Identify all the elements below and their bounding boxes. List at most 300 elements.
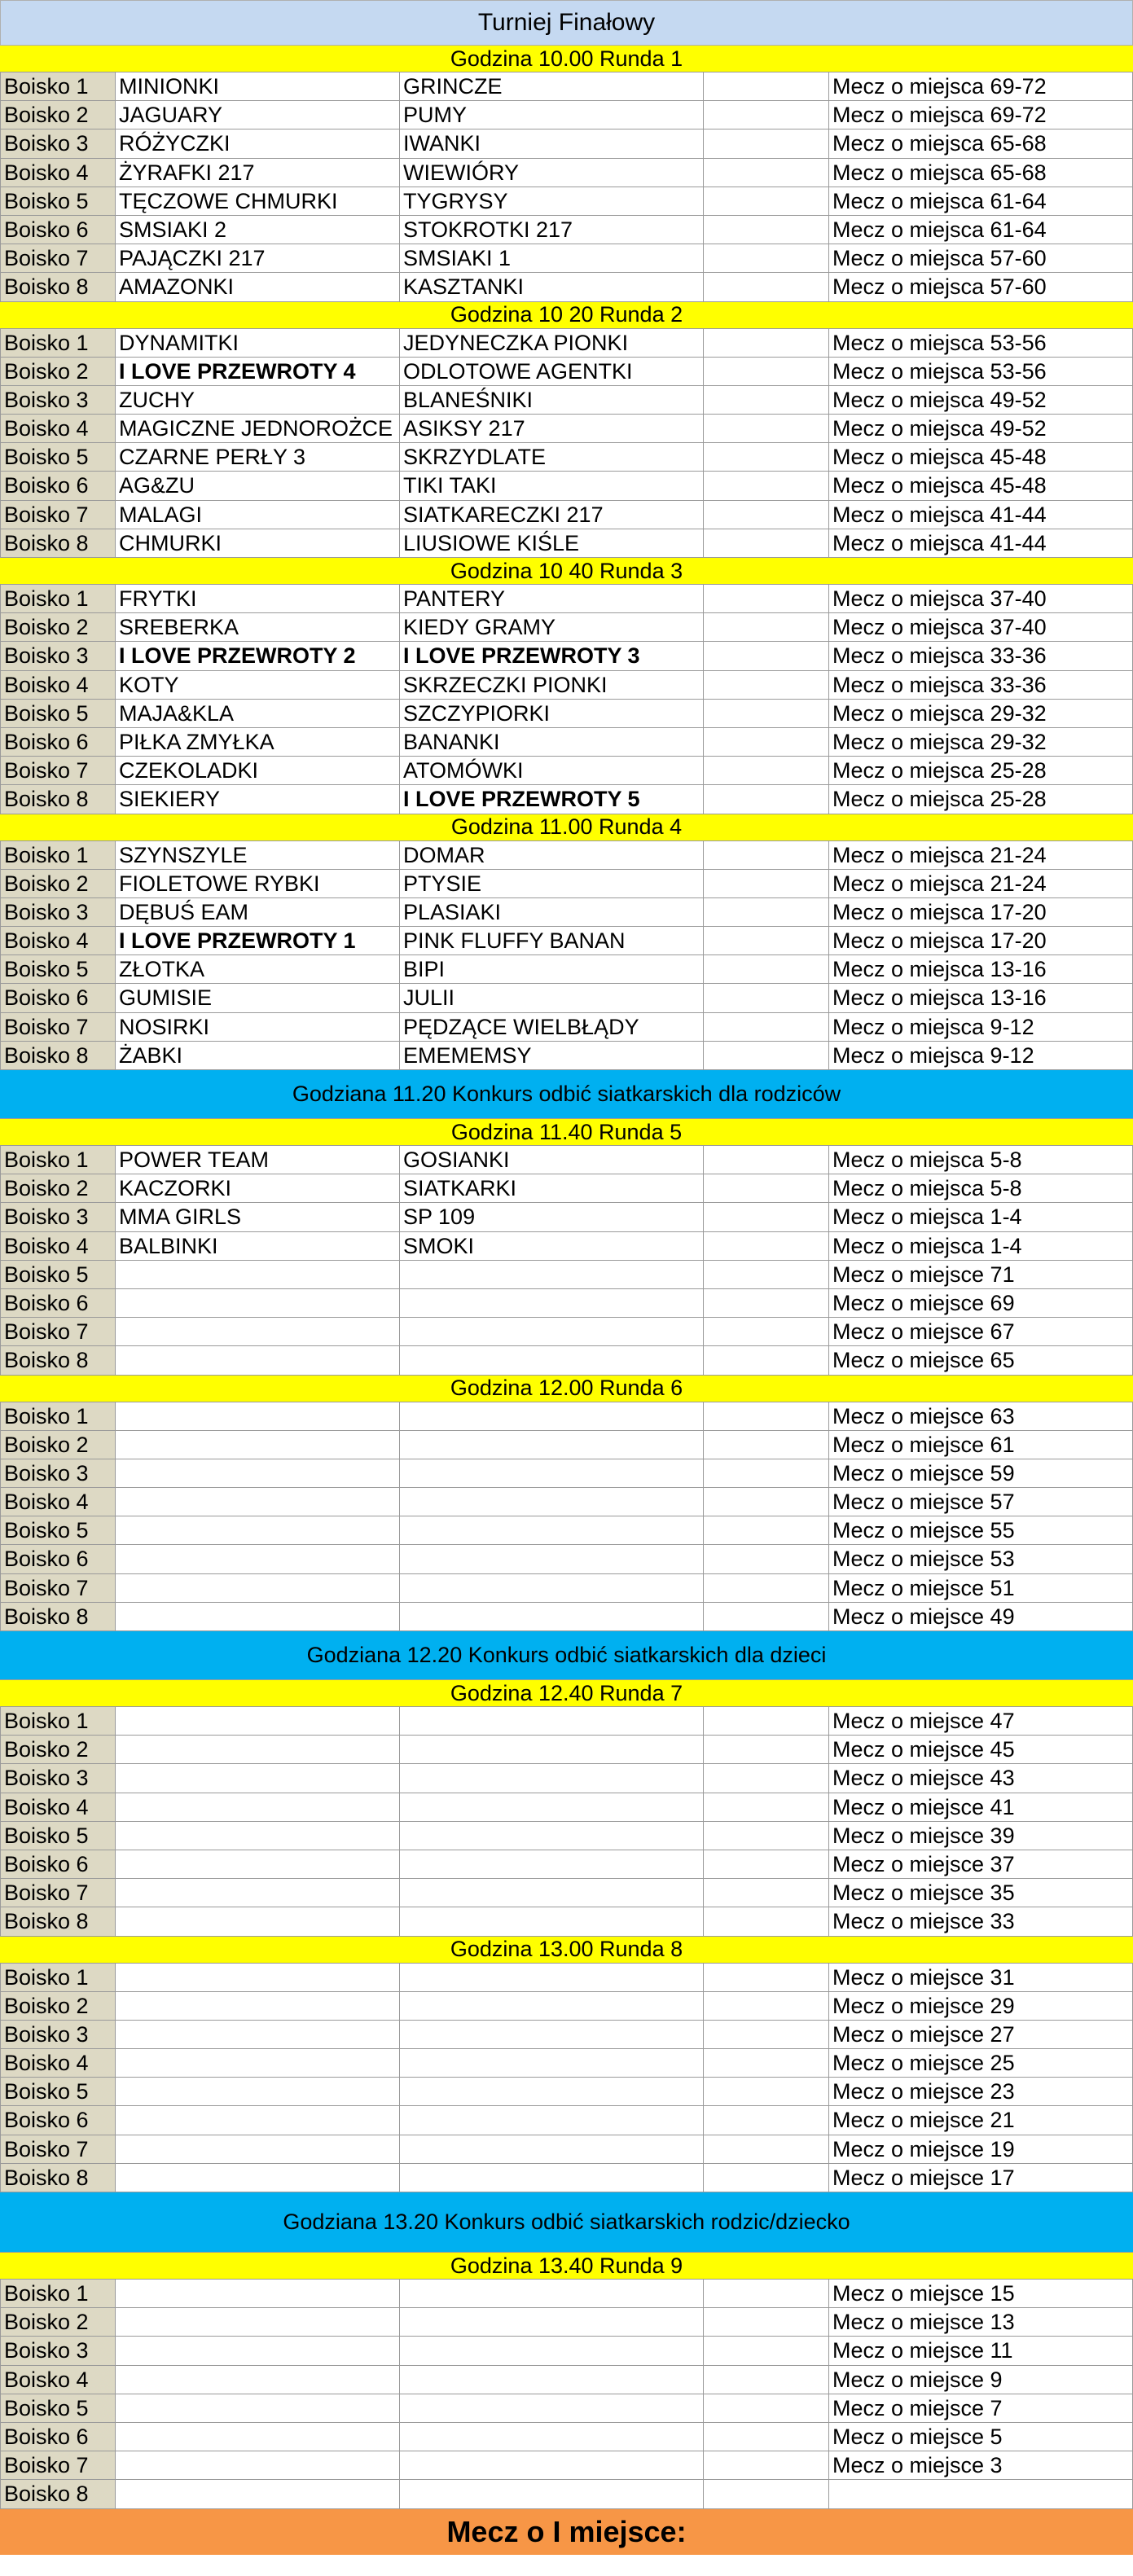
match-description-cell: Mecz o miejsca 41-44 [829, 529, 1133, 557]
match-description-cell: Mecz o miejsca 25-28 [829, 757, 1133, 784]
team2-cell [400, 1793, 704, 1821]
match-row [0, 1013, 1133, 1042]
match-row [0, 2337, 1133, 2365]
team1-cell [116, 1850, 400, 1878]
team1-cell [116, 2480, 400, 2508]
score-cell [704, 1516, 829, 1544]
match-description-cell: Mecz o miejsca 5-8 [829, 1174, 1133, 1202]
court-cell: Boisko 5 [0, 1261, 116, 1288]
score-cell [704, 2423, 829, 2451]
match-description-cell: Mecz o miejsce 37 [829, 1850, 1133, 1878]
match-row [0, 1736, 1133, 1764]
team1-cell [116, 1603, 400, 1630]
match-description-cell: Mecz o miejsca 13-16 [829, 984, 1133, 1012]
team1-cell: DYNAMITKI [116, 329, 400, 357]
match-description-cell: Mecz o miejsce 45 [829, 1736, 1133, 1763]
team1-cell: SIEKIERY [116, 785, 400, 813]
match-description-cell: Mecz o miejsce 67 [829, 1318, 1133, 1345]
court-cell: Boisko 1 [0, 2280, 116, 2307]
score-cell [704, 1545, 829, 1573]
team2-cell [400, 1346, 704, 1374]
match-row [0, 244, 1133, 273]
match-row [0, 129, 1133, 158]
team1-cell: CZARNE PERŁY 3 [116, 443, 400, 471]
match-description-cell: Mecz o miejsce 35 [829, 1879, 1133, 1907]
team2-cell [400, 2164, 704, 2192]
match-description-cell: Mecz o miejsca 1-4 [829, 1203, 1133, 1231]
match-row [0, 1261, 1133, 1289]
team2-cell [400, 2049, 704, 2077]
score-cell [704, 1764, 829, 1792]
team1-cell: MINIONKI [116, 72, 400, 100]
match-row [0, 785, 1133, 814]
match-row [0, 501, 1133, 529]
match-description-cell: Mecz o miejsca 57-60 [829, 244, 1133, 272]
match-description-cell: Mecz o miejsca 53-56 [829, 329, 1133, 357]
team1-cell: SZYNSZYLE [116, 841, 400, 869]
team1-cell [116, 1516, 400, 1544]
team2-cell: JEDYNECZKA PIONKI [400, 329, 704, 357]
team1-cell [116, 1289, 400, 1317]
match-description-cell: Mecz o miejsce 9 [829, 2366, 1133, 2394]
court-cell: Boisko 6 [0, 984, 116, 1012]
score-cell [704, 2078, 829, 2105]
team2-cell: KASZTANKI [400, 273, 704, 301]
score-cell [704, 443, 829, 471]
match-description-cell: Mecz o miejsce 5 [829, 2423, 1133, 2451]
match-description-cell: Mecz o miejsce 31 [829, 1964, 1133, 1991]
team1-cell [116, 1261, 400, 1288]
score-cell [704, 2308, 829, 2336]
match-row [0, 2021, 1133, 2049]
court-cell: Boisko 5 [0, 955, 116, 983]
court-cell: Boisko 6 [0, 472, 116, 499]
court-cell: Boisko 4 [0, 671, 116, 699]
match-description-cell: Mecz o miejsce 27 [829, 2021, 1133, 2048]
team1-cell [116, 1964, 400, 1991]
team1-cell [116, 1707, 400, 1735]
team1-cell: ZUCHY [116, 386, 400, 414]
score-cell [704, 955, 829, 983]
score-cell [704, 1042, 829, 1069]
match-description-cell: Mecz o miejsca 45-48 [829, 443, 1133, 471]
score-cell [704, 2049, 829, 2077]
score-cell [704, 757, 829, 784]
court-cell: Boisko 1 [0, 1146, 116, 1174]
team2-cell: GOSIANKI [400, 1146, 704, 1174]
score-cell [704, 472, 829, 499]
match-row [0, 1402, 1133, 1431]
match-row [0, 72, 1133, 101]
match-row [0, 2135, 1133, 2164]
court-cell: Boisko 5 [0, 700, 116, 727]
team2-cell [400, 2135, 704, 2163]
match-row [0, 529, 1133, 558]
score-cell [704, 1488, 829, 1516]
team1-cell: JAGUARY [116, 101, 400, 129]
team2-cell: ASIKSY 217 [400, 415, 704, 442]
match-description-cell: Mecz o miejsce 17 [829, 2164, 1133, 2192]
match-description-cell: Mecz o miejsca 49-52 [829, 386, 1133, 414]
score-cell [704, 386, 829, 414]
court-cell: Boisko 1 [0, 1964, 116, 1991]
team2-cell: SKRZECZKI PIONKI [400, 671, 704, 699]
round-header: Godzina 10 40 Runda 3 [0, 558, 1133, 585]
court-cell: Boisko 3 [0, 129, 116, 157]
team1-cell [116, 2451, 400, 2479]
team1-cell: ZŁOTKA [116, 955, 400, 983]
court-cell: Boisko 8 [0, 2164, 116, 2192]
match-row [0, 2451, 1133, 2480]
score-cell [704, 1574, 829, 1602]
round-header: Godzina 10 20 Runda 2 [0, 302, 1133, 329]
team1-cell: POWER TEAM [116, 1146, 400, 1174]
match-description-cell: Mecz o miejsce 47 [829, 1707, 1133, 1735]
match-row [0, 1574, 1133, 1603]
match-row [0, 2078, 1133, 2106]
team2-cell: I LOVE PRZEWROTY 3 [400, 642, 704, 669]
team2-cell [400, 1907, 704, 1935]
match-row [0, 870, 1133, 898]
match-description-cell: Mecz o miejsce 19 [829, 2135, 1133, 2163]
team2-cell [400, 1764, 704, 1792]
match-row [0, 2049, 1133, 2078]
event-banner: Godziana 11.20 Konkurs odbić siatkarskich dla rodziców [0, 1070, 1133, 1119]
score-cell [704, 1346, 829, 1374]
team2-cell [400, 2451, 704, 2479]
team2-cell: SMOKI [400, 1232, 704, 1260]
team1-cell: MAJA&KLA [116, 700, 400, 727]
score-cell [704, 1603, 829, 1630]
score-cell [704, 785, 829, 813]
court-cell: Boisko 6 [0, 728, 116, 756]
match-description-cell: Mecz o miejsce 39 [829, 1822, 1133, 1850]
court-cell: Boisko 1 [0, 1707, 116, 1735]
team2-cell: SZCZYPIORKI [400, 700, 704, 727]
court-cell: Boisko 8 [0, 1603, 116, 1630]
match-row [0, 1488, 1133, 1516]
round-header: Godzina 10.00 Runda 1 [0, 46, 1133, 72]
team1-cell: ŻABKI [116, 1042, 400, 1069]
match-row [0, 1459, 1133, 1488]
court-cell: Boisko 8 [0, 273, 116, 301]
score-cell [704, 101, 829, 129]
match-description-cell: Mecz o miejsca 61-64 [829, 216, 1133, 244]
score-cell [704, 2280, 829, 2307]
team1-cell: FRYTKI [116, 585, 400, 612]
team2-cell [400, 1545, 704, 1573]
match-row [0, 1879, 1133, 1907]
team2-cell: I LOVE PRZEWROTY 5 [400, 785, 704, 813]
team1-cell: CZEKOLADKI [116, 757, 400, 784]
match-row [0, 1318, 1133, 1346]
team2-cell: PLASIAKI [400, 898, 704, 926]
match-row [0, 386, 1133, 415]
team2-cell: BLANEŚNIKI [400, 386, 704, 414]
match-description-cell: Mecz o miejsce 43 [829, 1764, 1133, 1792]
court-cell: Boisko 4 [0, 1793, 116, 1821]
match-description-cell: Mecz o miejsce 13 [829, 2308, 1133, 2336]
team1-cell [116, 1822, 400, 1850]
court-cell: Boisko 7 [0, 757, 116, 784]
court-cell: Boisko 6 [0, 2106, 116, 2134]
team2-cell: TYGRYSY [400, 187, 704, 215]
score-cell [704, 159, 829, 187]
team2-cell: PANTERY [400, 585, 704, 612]
match-description-cell: Mecz o miejsce 15 [829, 2280, 1133, 2307]
court-cell: Boisko 6 [0, 1289, 116, 1317]
score-cell [704, 1174, 829, 1202]
score-cell [704, 273, 829, 301]
court-cell: Boisko 5 [0, 1822, 116, 1850]
team1-cell: ŻYRAFKI 217 [116, 159, 400, 187]
match-row [0, 757, 1133, 785]
match-row [0, 1516, 1133, 1545]
match-description-cell: Mecz o miejsce 51 [829, 1574, 1133, 1602]
team1-cell [116, 1488, 400, 1516]
match-description-cell: Mecz o miejsca 53-56 [829, 358, 1133, 385]
team1-cell [116, 2049, 400, 2077]
team1-cell: PIŁKA ZMYŁKA [116, 728, 400, 756]
round-header: Godzina 13.40 Runda 9 [0, 2253, 1133, 2280]
match-row [0, 1203, 1133, 1231]
round-header: Godzina 12.00 Runda 6 [0, 1376, 1133, 1402]
court-cell: Boisko 1 [0, 585, 116, 612]
court-cell: Boisko 3 [0, 386, 116, 414]
match-description-cell: Mecz o miejsca 9-12 [829, 1042, 1133, 1069]
team2-cell [400, 1736, 704, 1763]
match-description-cell: Mecz o miejsca 13-16 [829, 955, 1133, 983]
court-cell: Boisko 8 [0, 785, 116, 813]
match-description-cell: Mecz o miejsca 17-20 [829, 898, 1133, 926]
match-description-cell: Mecz o miejsca 61-64 [829, 187, 1133, 215]
score-cell [704, 1459, 829, 1487]
team1-cell [116, 1318, 400, 1345]
court-cell: Boisko 4 [0, 415, 116, 442]
score-cell [704, 2480, 829, 2508]
team1-cell [116, 1793, 400, 1821]
score-cell [704, 501, 829, 529]
match-row [0, 671, 1133, 700]
match-row [0, 273, 1133, 301]
team2-cell [400, 1707, 704, 1735]
court-cell: Boisko 2 [0, 870, 116, 897]
match-row [0, 358, 1133, 386]
court-cell: Boisko 1 [0, 72, 116, 100]
match-description-cell: Mecz o miejsca 41-44 [829, 501, 1133, 529]
match-row [0, 1431, 1133, 1459]
court-cell: Boisko 8 [0, 2480, 116, 2508]
score-cell [704, 1793, 829, 1821]
team1-cell: FIOLETOWE RYBKI [116, 870, 400, 897]
round-header: Godzina 11.40 Runda 5 [0, 1119, 1133, 1146]
team2-cell: BIPI [400, 955, 704, 983]
court-cell: Boisko 7 [0, 1013, 116, 1041]
match-description-cell [829, 2480, 1133, 2508]
team2-cell [400, 1574, 704, 1602]
match-row [0, 613, 1133, 642]
match-row [0, 216, 1133, 244]
score-cell [704, 244, 829, 272]
score-cell [704, 2021, 829, 2048]
team2-cell: LIUSIOWE KIŚLE [400, 529, 704, 557]
team1-cell [116, 2280, 400, 2307]
court-cell: Boisko 3 [0, 1203, 116, 1231]
team1-cell: GUMISIE [116, 984, 400, 1012]
team2-cell: SIATKARKI [400, 1174, 704, 1202]
match-description-cell: Mecz o miejsca 37-40 [829, 613, 1133, 641]
match-description-cell: Mecz o miejsce 21 [829, 2106, 1133, 2134]
team2-cell [400, 1603, 704, 1630]
score-cell [704, 2366, 829, 2394]
team2-cell [400, 2394, 704, 2422]
team2-cell [400, 2366, 704, 2394]
court-cell: Boisko 6 [0, 216, 116, 244]
team2-cell [400, 1318, 704, 1345]
match-description-cell: Mecz o miejsca 33-36 [829, 642, 1133, 669]
score-cell [704, 2135, 829, 2163]
match-description-cell: Mecz o miejsca 5-8 [829, 1146, 1133, 1174]
match-row [0, 2308, 1133, 2337]
match-description-cell: Mecz o miejsca 49-52 [829, 415, 1133, 442]
match-description-cell: Mecz o miejsce 25 [829, 2049, 1133, 2077]
match-description-cell: Mecz o miejsca 1-4 [829, 1232, 1133, 1260]
team1-cell [116, 1402, 400, 1430]
match-description-cell: Mecz o miejsca 17-20 [829, 927, 1133, 954]
match-description-cell: Mecz o miejsce 63 [829, 1402, 1133, 1430]
score-cell [704, 1146, 829, 1174]
team1-cell [116, 1545, 400, 1573]
court-cell: Boisko 2 [0, 1736, 116, 1763]
sheet-title: Turniej Finałowy [0, 0, 1133, 46]
score-cell [704, 1232, 829, 1260]
team2-cell [400, 2308, 704, 2336]
team2-cell: JULII [400, 984, 704, 1012]
match-row [0, 1992, 1133, 2021]
score-cell [704, 984, 829, 1012]
match-description-cell: Mecz o miejsce 41 [829, 1793, 1133, 1821]
team1-cell [116, 1992, 400, 2020]
score-cell [704, 1402, 829, 1430]
court-cell: Boisko 7 [0, 2135, 116, 2163]
match-row [0, 329, 1133, 358]
team2-cell [400, 1431, 704, 1459]
team1-cell: BALBINKI [116, 1232, 400, 1260]
court-cell: Boisko 3 [0, 1764, 116, 1792]
score-cell [704, 1822, 829, 1850]
team2-cell [400, 1402, 704, 1430]
team1-cell: I LOVE PRZEWROTY 4 [116, 358, 400, 385]
court-cell: Boisko 3 [0, 2337, 116, 2364]
team2-cell: PTYSIE [400, 870, 704, 897]
team2-cell [400, 2480, 704, 2508]
team1-cell: RÓŻYCZKI [116, 129, 400, 157]
team2-cell: STOKROTKI 217 [400, 216, 704, 244]
team2-cell [400, 2423, 704, 2451]
match-row [0, 2480, 1133, 2508]
team2-cell: BANANKI [400, 728, 704, 756]
score-cell [704, 1289, 829, 1317]
team2-cell: ODLOTOWE AGENTKI [400, 358, 704, 385]
match-description-cell: Mecz o miejsca 21-24 [829, 841, 1133, 869]
event-banner: Godziana 12.20 Konkurs odbić siatkarskich dla dzieci [0, 1631, 1133, 1680]
team1-cell [116, 2394, 400, 2422]
round-header: Godzina 12.40 Runda 7 [0, 1680, 1133, 1707]
court-cell: Boisko 6 [0, 1850, 116, 1878]
court-cell: Boisko 1 [0, 841, 116, 869]
score-cell [704, 700, 829, 727]
round-header: Godzina 11.00 Runda 4 [0, 814, 1133, 841]
team2-cell: WIEWIÓRY [400, 159, 704, 187]
court-cell: Boisko 8 [0, 1907, 116, 1935]
court-cell: Boisko 5 [0, 2394, 116, 2422]
match-row [0, 2423, 1133, 2451]
match-description-cell: Mecz o miejsca 69-72 [829, 72, 1133, 100]
team2-cell: PUMY [400, 101, 704, 129]
score-cell [704, 728, 829, 756]
match-row [0, 1232, 1133, 1261]
team1-cell [116, 1431, 400, 1459]
match-description-cell: Mecz o miejsca 45-48 [829, 472, 1133, 499]
court-cell: Boisko 7 [0, 244, 116, 272]
match-description-cell: Mecz o miejsca 25-28 [829, 785, 1133, 813]
match-row [0, 443, 1133, 472]
court-cell: Boisko 4 [0, 2366, 116, 2394]
team1-cell: MALAGI [116, 501, 400, 529]
score-cell [704, 585, 829, 612]
team2-cell: IWANKI [400, 129, 704, 157]
match-description-cell: Mecz o miejsce 61 [829, 1431, 1133, 1459]
court-cell: Boisko 7 [0, 1879, 116, 1907]
match-row [0, 700, 1133, 728]
team2-cell: TIKI TAKI [400, 472, 704, 499]
team2-cell [400, 1879, 704, 1907]
score-cell [704, 129, 829, 157]
match-row [0, 1964, 1133, 1992]
score-cell [704, 2106, 829, 2134]
team2-cell [400, 1964, 704, 1991]
team2-cell: SIATKARECZKI 217 [400, 501, 704, 529]
score-cell [704, 358, 829, 385]
team2-cell: PINK FLUFFY BANAN [400, 927, 704, 954]
court-cell: Boisko 8 [0, 529, 116, 557]
score-cell [704, 870, 829, 897]
match-description-cell: Mecz o miejsca 9-12 [829, 1013, 1133, 1041]
match-row [0, 927, 1133, 955]
match-row [0, 1822, 1133, 1850]
court-cell: Boisko 4 [0, 2049, 116, 2077]
match-row [0, 1289, 1133, 1318]
score-cell [704, 2164, 829, 2192]
match-row [0, 1764, 1133, 1793]
score-cell [704, 1907, 829, 1935]
match-row [0, 1146, 1133, 1174]
match-description-cell: Mecz o miejsce 3 [829, 2451, 1133, 2479]
court-cell: Boisko 2 [0, 613, 116, 641]
score-cell [704, 2451, 829, 2479]
team2-cell: SKRZYDLATE [400, 443, 704, 471]
court-cell: Boisko 4 [0, 1232, 116, 1260]
match-row [0, 1042, 1133, 1070]
match-description-cell: Mecz o miejsca 57-60 [829, 273, 1133, 301]
score-cell [704, 72, 829, 100]
team1-cell [116, 1574, 400, 1602]
court-cell: Boisko 3 [0, 2021, 116, 2048]
court-cell: Boisko 2 [0, 1431, 116, 1459]
match-row [0, 1603, 1133, 1631]
team1-cell: KACZORKI [116, 1174, 400, 1202]
team1-cell [116, 2106, 400, 2134]
